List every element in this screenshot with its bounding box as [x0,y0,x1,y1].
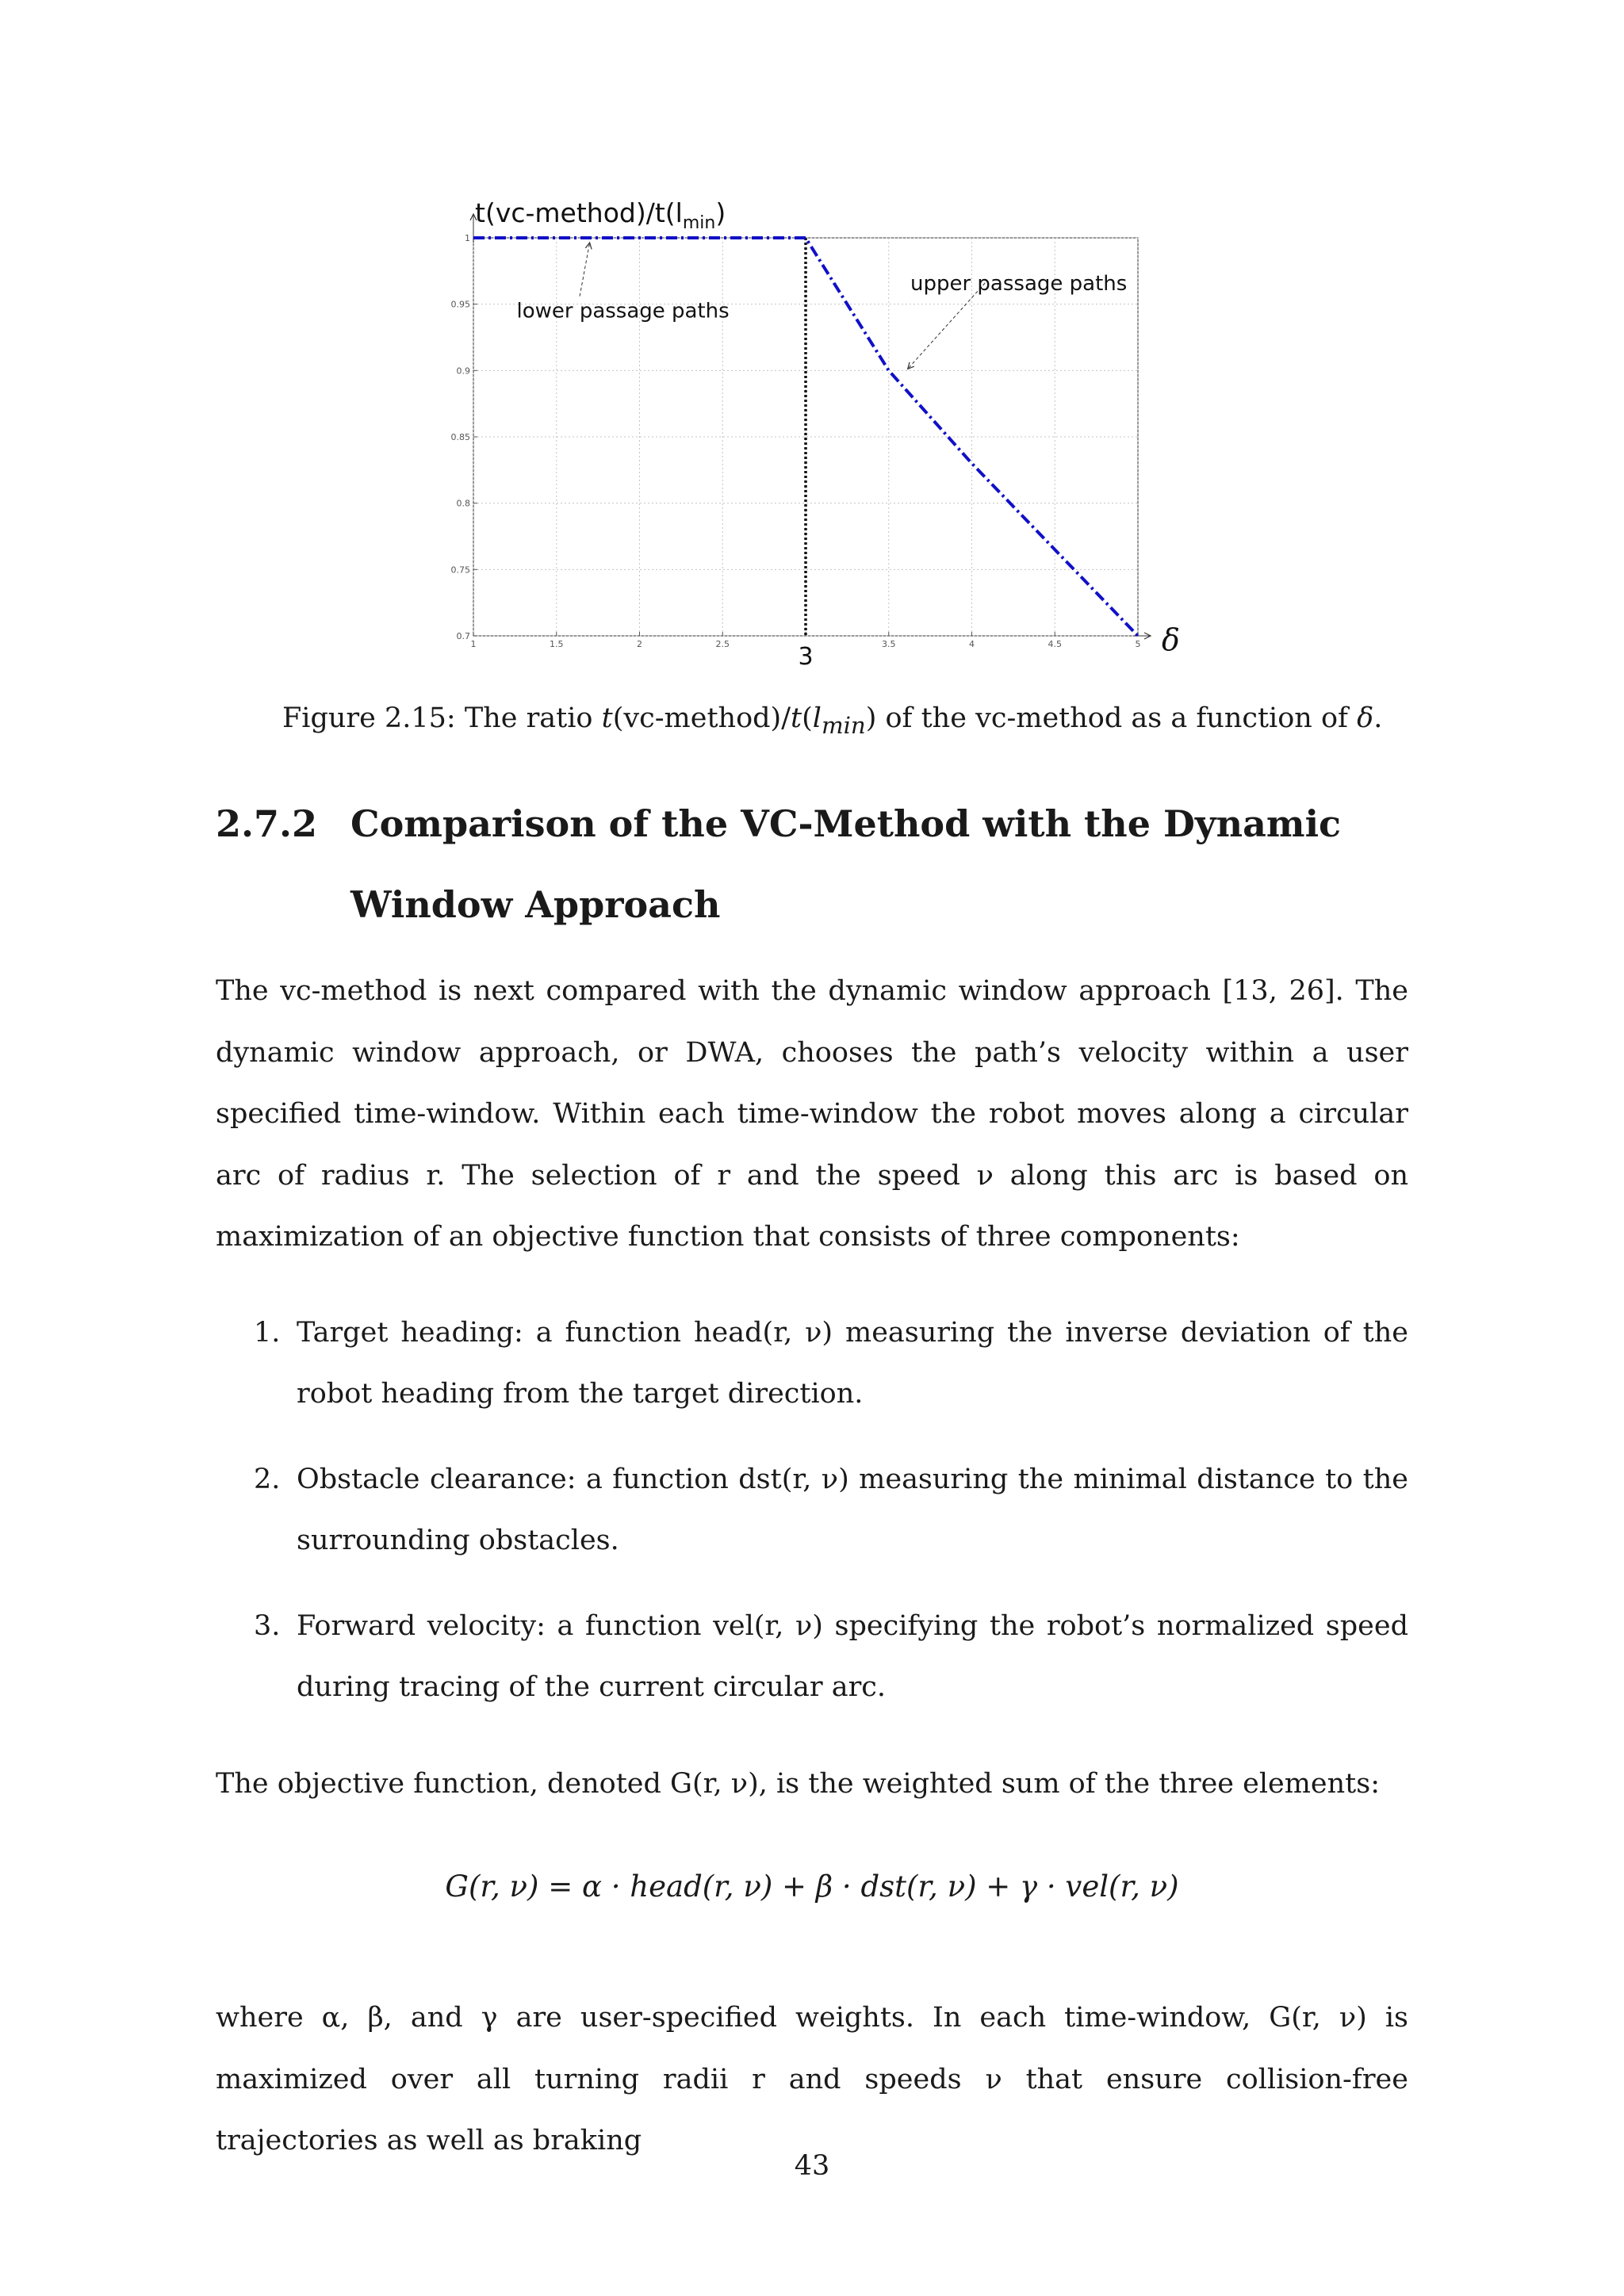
x-tick-label: 4.5 [1048,639,1062,649]
x-tick-label: 5 [1135,639,1141,649]
list-number: 3. [254,1610,281,1642]
list-item-target-heading [254,1303,1408,1425]
x-tick-label: 1.5 [550,639,564,649]
y-tick-label: 0.7 [456,631,470,641]
page-number: 43 [794,2150,830,2182]
list-text: Target heading: a function head(r, ν) measuring the inverse deviation of the robot heading from the target direction. [297,1317,1408,1410]
list-text: Obstacle clearance: a function dst(r, ν) measuring the minimal distance to the surrounding obstacles. [297,1464,1408,1556]
x-tick-label: 4 [969,639,975,649]
list-item-obstacle-clearance [254,1449,1408,1571]
figure-caption: Figure 2.15: The ratio $t(vc-method)/t(l_{min})$ of the vc-method as a function of δ. [282,702,1383,739]
objective-equation: G(r, ν) = α · head(r, ν) + β · dst(r, ν) + γ · vel(r, ν) [445,1869,1179,1904]
y-tick-label: 0.75 [450,564,470,576]
annotation-upper-passage: upper passage paths [910,271,1128,296]
ratio-chart [444,190,1180,682]
chart-title: $t(vc-method)/t(l_{min})$ [475,197,726,233]
section-title: Comparison of the VC-Method with the Dynamic Window Approach [350,802,1342,926]
annotation-lower-passage: lower passage paths [516,299,730,323]
y-tick-label: 0.9 [456,365,470,377]
y-tick-label: 0.8 [456,498,470,509]
x-marker-label: 3 [798,643,814,671]
x-tick-label: 2 [637,639,642,649]
paragraph-weights: where α, β, and γ are user-specified weights. In each time-window, G(r, ν) is maximized over all turning radii r and speeds ν that ensure collision-free trajectories as well as braking [216,2002,1408,2156]
x-tick-label: 3.5 [882,639,896,649]
figure-2-15 [444,190,1180,682]
y-tick-label: 1 [465,233,470,243]
y-tick-label: 0.95 [450,299,470,310]
x-tick-label: 1 [470,639,477,649]
y-tick-label: 0.85 [450,432,470,442]
paragraph-objective: The objective function, denoted G(r, ν), is the weighted sum of the three elements: [216,1768,1381,1800]
x-tick-label: 2.5 [715,639,730,649]
list-item-forward-velocity [254,1596,1408,1718]
section-number: 2.7.2 [216,802,318,845]
x-axis-label: δ [1162,622,1180,657]
list-number: 2. [254,1464,281,1495]
paragraph-intro: The vc-method is next compared with the dynamic window approach [13, 26]. The dynamic window approach, or DWA, chooses the path’s velocity within a user specified time-window. Within each time-window the robot moves along a circular arc of radius r. The selection of r and the speed ν along this arc is based on maximization of an objective function that consists of three components: [216,975,1408,1253]
list-number: 1. [254,1317,281,1349]
list-text: Forward velocity: a function vel(r, ν) specifying the robot’s normalized speed during tracing of the current circular arc. [297,1610,1408,1703]
